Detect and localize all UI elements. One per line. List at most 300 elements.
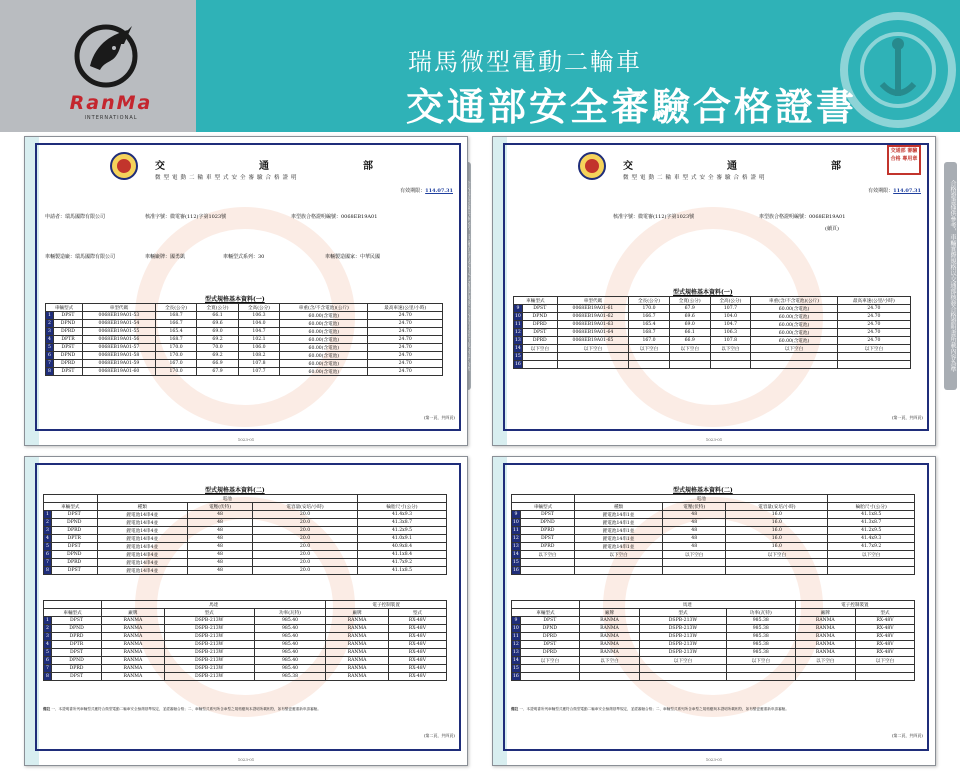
table-cell: 24.70 <box>368 344 443 352</box>
table-row <box>512 535 915 543</box>
table-cell: 以下空白 <box>795 657 855 665</box>
table-cell: 69.6 <box>197 320 238 328</box>
table-cell: RANMA <box>326 617 389 625</box>
table-cell <box>751 353 838 361</box>
table-row <box>46 360 443 368</box>
table-cell: DPRD <box>522 321 557 329</box>
table-cell: RX-48V <box>388 657 446 665</box>
table-cell: 24.70 <box>837 337 910 345</box>
table-cell: 985.40 <box>254 641 326 649</box>
table-cell: 985.40 <box>254 625 326 633</box>
certificate-title: 微型電動二輪車型式安全審驗合格證明 <box>623 175 768 181</box>
table-cell <box>522 361 557 369</box>
table-header-cell <box>512 601 580 609</box>
table-cell: DPRD <box>520 527 574 535</box>
table-row <box>514 361 911 369</box>
table-row <box>44 527 447 535</box>
table-cell: 985.40 <box>254 665 326 673</box>
table-cell: 16.0 <box>726 511 828 519</box>
table-row <box>512 673 915 681</box>
table-cell: 以下空白 <box>640 657 727 665</box>
table-cell: 24.70 <box>837 305 910 313</box>
table-cell: 24.70 <box>368 312 443 320</box>
logo-subtitle: INTERNATIONAL <box>84 115 138 121</box>
table-row <box>512 519 915 527</box>
table-cell: 60.00(含電池) <box>280 368 368 376</box>
table-cell: 60.00(含電池) <box>751 337 838 345</box>
page-footer: 1023-01 <box>705 757 723 762</box>
table-cell: 24.70 <box>368 368 443 376</box>
table-cell: DSPB-213W <box>640 625 727 633</box>
table-cell <box>640 673 727 681</box>
row-index: 3 <box>46 328 54 336</box>
table-cell: DPST <box>520 511 574 519</box>
table-cell: 60.00(含電池) <box>751 329 838 337</box>
table-cell: 168.7 <box>629 329 670 337</box>
table-header-cell: 廠牌 <box>326 609 389 617</box>
row-index: 16 <box>515 362 521 367</box>
table-cell: DPST <box>52 567 98 575</box>
table-row <box>514 305 911 313</box>
table-cell: 48 <box>188 543 253 551</box>
table-row <box>512 657 915 665</box>
official-stamp: 交通部 審驗合格 專用章 <box>887 145 921 175</box>
row-index: 16 <box>513 674 519 679</box>
table-cell: DPND <box>522 313 557 321</box>
table-row <box>46 320 443 328</box>
table-cell: DPND <box>52 519 98 527</box>
series: 車輛型式系列：30 <box>223 254 265 260</box>
row-index: 1 <box>46 312 54 320</box>
table-row <box>44 641 447 649</box>
table-cell: 以下空白 <box>522 345 557 353</box>
table-cell: RANMA <box>579 649 639 657</box>
table-cell: 以下空白 <box>579 657 639 665</box>
table-row <box>46 368 443 376</box>
row-index: 5 <box>44 543 52 551</box>
table-cell: RANMA <box>326 633 389 641</box>
table-group-row <box>44 601 447 609</box>
table-cell: RANMA <box>326 641 389 649</box>
table-cell: 0068EB19A01-59 <box>83 360 156 368</box>
table-header-cell: 輪胎尺寸(公分) <box>358 503 447 511</box>
table-header-cell: 廠牌 <box>579 609 639 617</box>
table-cell: DPND <box>52 625 102 633</box>
page-continue: (第二頁，共四頁) <box>423 733 455 738</box>
row-index: 4 <box>46 336 54 344</box>
row-index: 3 <box>44 633 52 641</box>
table-cell: 106.3 <box>238 312 279 320</box>
page-continue: (第二頁，共四頁) <box>891 733 923 738</box>
table-cell: 69.2 <box>197 336 238 344</box>
table-cell: 20.0 <box>253 559 358 567</box>
row-index: 13 <box>513 544 519 549</box>
row-index: 2 <box>44 625 52 633</box>
table-cell: 107.7 <box>710 305 751 313</box>
table-cell: 41.1x8.5 <box>358 567 447 575</box>
table-cell: 鋰電池14串4並 <box>97 535 188 543</box>
table-header-row <box>512 503 915 511</box>
table-row <box>512 617 915 625</box>
table-cell <box>629 353 670 361</box>
table-cell: 鋰電池14串4並 <box>97 527 188 535</box>
table-header-row <box>512 609 915 617</box>
page-footer: 1023-01 <box>237 437 255 442</box>
table-cell: RANMA <box>795 649 855 657</box>
row-index: 6 <box>46 352 54 360</box>
table-cell: 20.0 <box>253 567 358 575</box>
table-cell: 0068EB19A01-53 <box>83 312 156 320</box>
table-row <box>44 559 447 567</box>
table-header-cell <box>358 495 447 503</box>
table-cell: DSPB-213W <box>164 617 254 625</box>
row-index: 5 <box>44 649 52 657</box>
table-group-row <box>512 495 915 503</box>
table-cell: 985.38 <box>726 625 795 633</box>
table-row <box>512 649 915 657</box>
spec-table-title: 型式規格基本資料(一) <box>673 289 733 296</box>
table-cell <box>828 567 915 575</box>
row-index: 1 <box>44 511 52 519</box>
table-row <box>44 511 447 519</box>
table-header-cell: 廠牌 <box>795 609 855 617</box>
row-index: 9 <box>512 617 521 625</box>
table-row <box>44 617 447 625</box>
table-cell: DPST <box>52 511 98 519</box>
table-cell: RX-48V <box>855 649 914 657</box>
table-row <box>44 543 447 551</box>
table-cell: 鋰電池14串1並 <box>575 511 663 519</box>
table-cell: 0068EB19A01-60 <box>83 368 156 376</box>
table-cell <box>726 567 828 575</box>
motor-group-header: 馬達 <box>579 601 795 609</box>
table-cell: 48 <box>188 519 253 527</box>
table-cell: 168.7 <box>155 312 196 320</box>
table-cell <box>575 567 663 575</box>
table-cell: 48 <box>188 551 253 559</box>
table-cell: DPRD <box>54 360 83 368</box>
table-cell <box>837 361 910 369</box>
table-cell: RANMA <box>102 633 165 641</box>
continued-note: (續頁) <box>825 226 839 232</box>
row-index: 11 <box>513 634 519 639</box>
page-subtitle: 瑞馬微型電動二輪車 <box>408 48 642 76</box>
table-row <box>44 657 447 665</box>
table-cell: 170.0 <box>155 352 196 360</box>
table-cell: 鋰電池14串1並 <box>575 543 663 551</box>
row-index: 8 <box>44 673 52 681</box>
table-header-cell <box>828 495 915 503</box>
table-cell: 985.40 <box>254 617 326 625</box>
table-group-row <box>44 495 447 503</box>
table-row <box>44 649 447 657</box>
table-cell: 41.4x9.3 <box>358 511 447 519</box>
table-cell: RX-48V <box>388 625 446 633</box>
table-cell: 24.70 <box>368 336 443 344</box>
table-cell: 鋰電池14串4並 <box>97 551 188 559</box>
table-cell: 以下空白 <box>726 551 828 559</box>
certificate-page-3 <box>24 456 468 766</box>
table-cell: 以下空白 <box>669 345 710 353</box>
page-header <box>0 0 960 132</box>
table-cell: DPST <box>52 617 102 625</box>
table-cell: 70.0 <box>197 344 238 352</box>
ranma-logo-icon <box>70 22 142 88</box>
table-cell <box>726 665 795 673</box>
table-cell <box>520 567 574 575</box>
table-cell: 60.00(含電池) <box>751 305 838 313</box>
table-cell: 鋰電池14串4並 <box>97 543 188 551</box>
row-index: 10 <box>513 520 519 525</box>
table-cell: 24.70 <box>368 352 443 360</box>
table-cell: 69.6 <box>669 313 710 321</box>
battery-table <box>43 494 447 575</box>
table-cell <box>828 559 915 567</box>
table-row <box>46 312 443 320</box>
table-cell: 0068EB19A01-63 <box>557 321 628 329</box>
table-cell: 166.7 <box>155 320 196 328</box>
row-index: 4 <box>44 641 52 649</box>
table-cell <box>710 353 751 361</box>
table-cell: DPND <box>52 551 98 559</box>
table-cell: 41.1x8.4 <box>358 551 447 559</box>
country: 車輛製造國家：中華民國 <box>325 254 381 260</box>
table-cell <box>579 673 639 681</box>
table-cell: RX-48V <box>388 633 446 641</box>
row-index: 5 <box>46 344 54 352</box>
table-cell: RANMA <box>795 617 855 625</box>
battery-group-header: 電池 <box>575 495 828 503</box>
table-header-cell: 種類 <box>97 503 188 511</box>
table-cell: DPRD <box>520 543 574 551</box>
table-cell: DSPB-213W <box>640 641 727 649</box>
table-header-cell: 全高(公分) <box>238 304 279 312</box>
table-cell: DPST <box>520 617 579 625</box>
table-cell: 0068EB19A01-64 <box>557 329 628 337</box>
table-row <box>44 519 447 527</box>
table-header-cell: 車型代碼 <box>557 297 628 305</box>
table-header-cell: 全寬(公分) <box>197 304 238 312</box>
table-cell: RX-48V <box>855 617 914 625</box>
table-cell: DPST <box>522 305 557 313</box>
row-index: 14 <box>515 346 521 351</box>
table-cell: 以下空白 <box>828 551 915 559</box>
table-cell: 0068EB19A01-54 <box>83 320 156 328</box>
table-header-cell: 車輛型式 <box>514 297 558 305</box>
row-index: 8 <box>44 567 52 575</box>
table-cell: 以下空白 <box>557 345 628 353</box>
table-header-cell: 電壓(伏特) <box>188 503 253 511</box>
table-header-cell: 最高車速(公里/小時) <box>368 304 443 312</box>
table-cell: 鋰電池14串4並 <box>97 511 188 519</box>
row-index: 4 <box>44 535 52 543</box>
table-cell: RANMA <box>102 673 165 681</box>
table-cell: RANMA <box>579 625 639 633</box>
table-cell: 41.7x9.2 <box>828 543 915 551</box>
table-header-cell: 車重(含/不含電池)(公斤) <box>280 304 368 312</box>
table-cell: 24.70 <box>368 360 443 368</box>
motor-table <box>511 600 915 681</box>
table-row <box>46 344 443 352</box>
table-cell: 48 <box>188 535 253 543</box>
table-row <box>44 551 447 559</box>
table-cell: 41.3x8.7 <box>358 519 447 527</box>
table-cell: 以下空白 <box>520 657 579 665</box>
row-index: 7 <box>44 665 52 673</box>
table-cell: 0068EB19A01-65 <box>557 337 628 345</box>
table-cell: RANMA <box>102 641 165 649</box>
table-cell: 48 <box>663 543 726 551</box>
spec-table <box>45 303 443 376</box>
table-cell: 0068EB19A01-58 <box>83 352 156 360</box>
table-cell: 985.38 <box>254 673 326 681</box>
table-cell: RX-48V <box>388 665 446 673</box>
table-cell: 48 <box>663 519 726 527</box>
table-cell: 60.00(含電池) <box>280 312 368 320</box>
table-cell: 167.0 <box>155 360 196 368</box>
table-header-cell: 車型代碼 <box>83 304 156 312</box>
table-cell: 69.0 <box>669 321 710 329</box>
table-cell: 60.00(含電池) <box>751 313 838 321</box>
table-header-cell: 全長(公分) <box>629 297 670 305</box>
table-cell: 106.3 <box>710 329 751 337</box>
table-header-cell: 功率(瓦特) <box>726 609 795 617</box>
table-row <box>46 352 443 360</box>
row-index: 9 <box>512 511 521 519</box>
table-header-cell: 功率(瓦特) <box>254 609 326 617</box>
controller-group-header: 電子控制裝置 <box>326 601 447 609</box>
row-index: 11 <box>513 528 519 533</box>
table-cell: 170.0 <box>629 305 670 313</box>
table-cell: RANMA <box>326 673 389 681</box>
table-cell: RANMA <box>326 657 389 665</box>
table-cell: RANMA <box>795 625 855 633</box>
table-cell: 0068EB19A01-56 <box>83 336 156 344</box>
table-cell: RANMA <box>326 625 389 633</box>
table-row <box>512 625 915 633</box>
table-row <box>44 633 447 641</box>
table-cell: 20.0 <box>253 511 358 519</box>
table-cell <box>575 559 663 567</box>
row-index: 11 <box>515 322 521 327</box>
table-row <box>512 551 915 559</box>
table-cell: 鋰電池14串1並 <box>575 535 663 543</box>
row-index: 12 <box>513 536 519 541</box>
table-cell: RX-48V <box>388 641 446 649</box>
table-cell: 20.0 <box>253 527 358 535</box>
table-cell <box>629 361 670 369</box>
table-cell <box>557 361 628 369</box>
table-cell <box>640 665 727 673</box>
table-cell: 20.0 <box>253 519 358 527</box>
motor-group-header: 馬達 <box>102 601 326 609</box>
table-cell: RANMA <box>579 641 639 649</box>
table-cell: 24.70 <box>368 328 443 336</box>
table-cell <box>663 559 726 567</box>
table-cell: 60.00(含電池) <box>280 344 368 352</box>
logo-wordmark: RanMa <box>69 92 153 114</box>
table-cell: 168.7 <box>155 336 196 344</box>
row-index: 12 <box>513 642 519 647</box>
table-cell: RX-48V <box>388 673 446 681</box>
table-row <box>512 665 915 673</box>
table-row <box>514 321 911 329</box>
table-cell: 107.8 <box>238 360 279 368</box>
table-cell: DSPB-213W <box>640 649 727 657</box>
row-index: 13 <box>515 338 521 343</box>
table-row <box>512 559 915 567</box>
table-cell: DSPB-213W <box>164 633 254 641</box>
ministry-name: 交 通 部 <box>623 161 843 172</box>
table-header-cell: 全寬(公分) <box>669 297 710 305</box>
row-index: 10 <box>515 314 521 319</box>
table-cell <box>855 665 914 673</box>
table-cell: 20.0 <box>253 551 358 559</box>
row-index: 2 <box>44 519 52 527</box>
table-cell: 以下空白 <box>837 345 910 353</box>
table-cell: DPST <box>52 673 102 681</box>
table-cell: 48 <box>188 511 253 519</box>
ministry-emblem-icon <box>577 151 607 181</box>
spec-table-title: 型式規格基本資料(二) <box>673 487 733 494</box>
table-cell: DSPB-213W <box>164 625 254 633</box>
table-cell: 106.0 <box>238 344 279 352</box>
battery-group-header: 電池 <box>97 495 357 503</box>
table-cell: 以下空白 <box>726 657 795 665</box>
table-cell: RANMA <box>102 649 165 657</box>
table-cell: RANMA <box>795 633 855 641</box>
table-cell: 41.2x9.5 <box>828 527 915 535</box>
table-cell: 以下空白 <box>629 345 670 353</box>
certificate-page-2 <box>492 136 936 446</box>
table-cell: RANMA <box>326 649 389 657</box>
table-cell: 以下空白 <box>520 551 574 559</box>
applicant: 申請者：瑞馬國際有限公司 <box>45 214 106 220</box>
table-cell: 48 <box>188 567 253 575</box>
logo-panel <box>0 0 196 132</box>
table-cell: DPST <box>52 649 102 657</box>
table-header-cell: 車輛型式 <box>44 609 102 617</box>
row-index: 10 <box>513 626 519 631</box>
table-cell: 24.70 <box>837 329 910 337</box>
table-group-row <box>512 601 915 609</box>
table-cell: RANMA <box>102 625 165 633</box>
table-cell: RX-48V <box>388 617 446 625</box>
table-cell: 104.7 <box>710 321 751 329</box>
page-footer: 1023-01 <box>705 437 723 442</box>
seal-watermark-icon <box>838 10 958 130</box>
table-cell <box>669 361 710 369</box>
table-cell: 60.00(含電池) <box>280 328 368 336</box>
row-index: 1 <box>44 617 52 625</box>
table-cell: 鋰電池14串1並 <box>575 519 663 527</box>
spec-table <box>513 296 911 369</box>
table-cell: 66.9 <box>669 337 710 345</box>
table-cell <box>520 665 579 673</box>
table-header-cell: 型式 <box>640 609 727 617</box>
table-cell: 0068EB19A01-62 <box>557 313 628 321</box>
table-cell: 69.0 <box>197 328 238 336</box>
manufacturer: 車輛製造廠：瑞馬國際有限公司 <box>45 254 116 260</box>
table-cell: 165.4 <box>629 321 670 329</box>
table-cell: 985.40 <box>254 649 326 657</box>
table-header-cell: 電容量(安培/小時) <box>726 503 828 511</box>
table-cell <box>726 559 828 567</box>
table-row <box>512 567 915 575</box>
table-header-cell: 全長(公分) <box>155 304 196 312</box>
row-index: 3 <box>44 527 52 535</box>
row-index: 6 <box>44 551 52 559</box>
